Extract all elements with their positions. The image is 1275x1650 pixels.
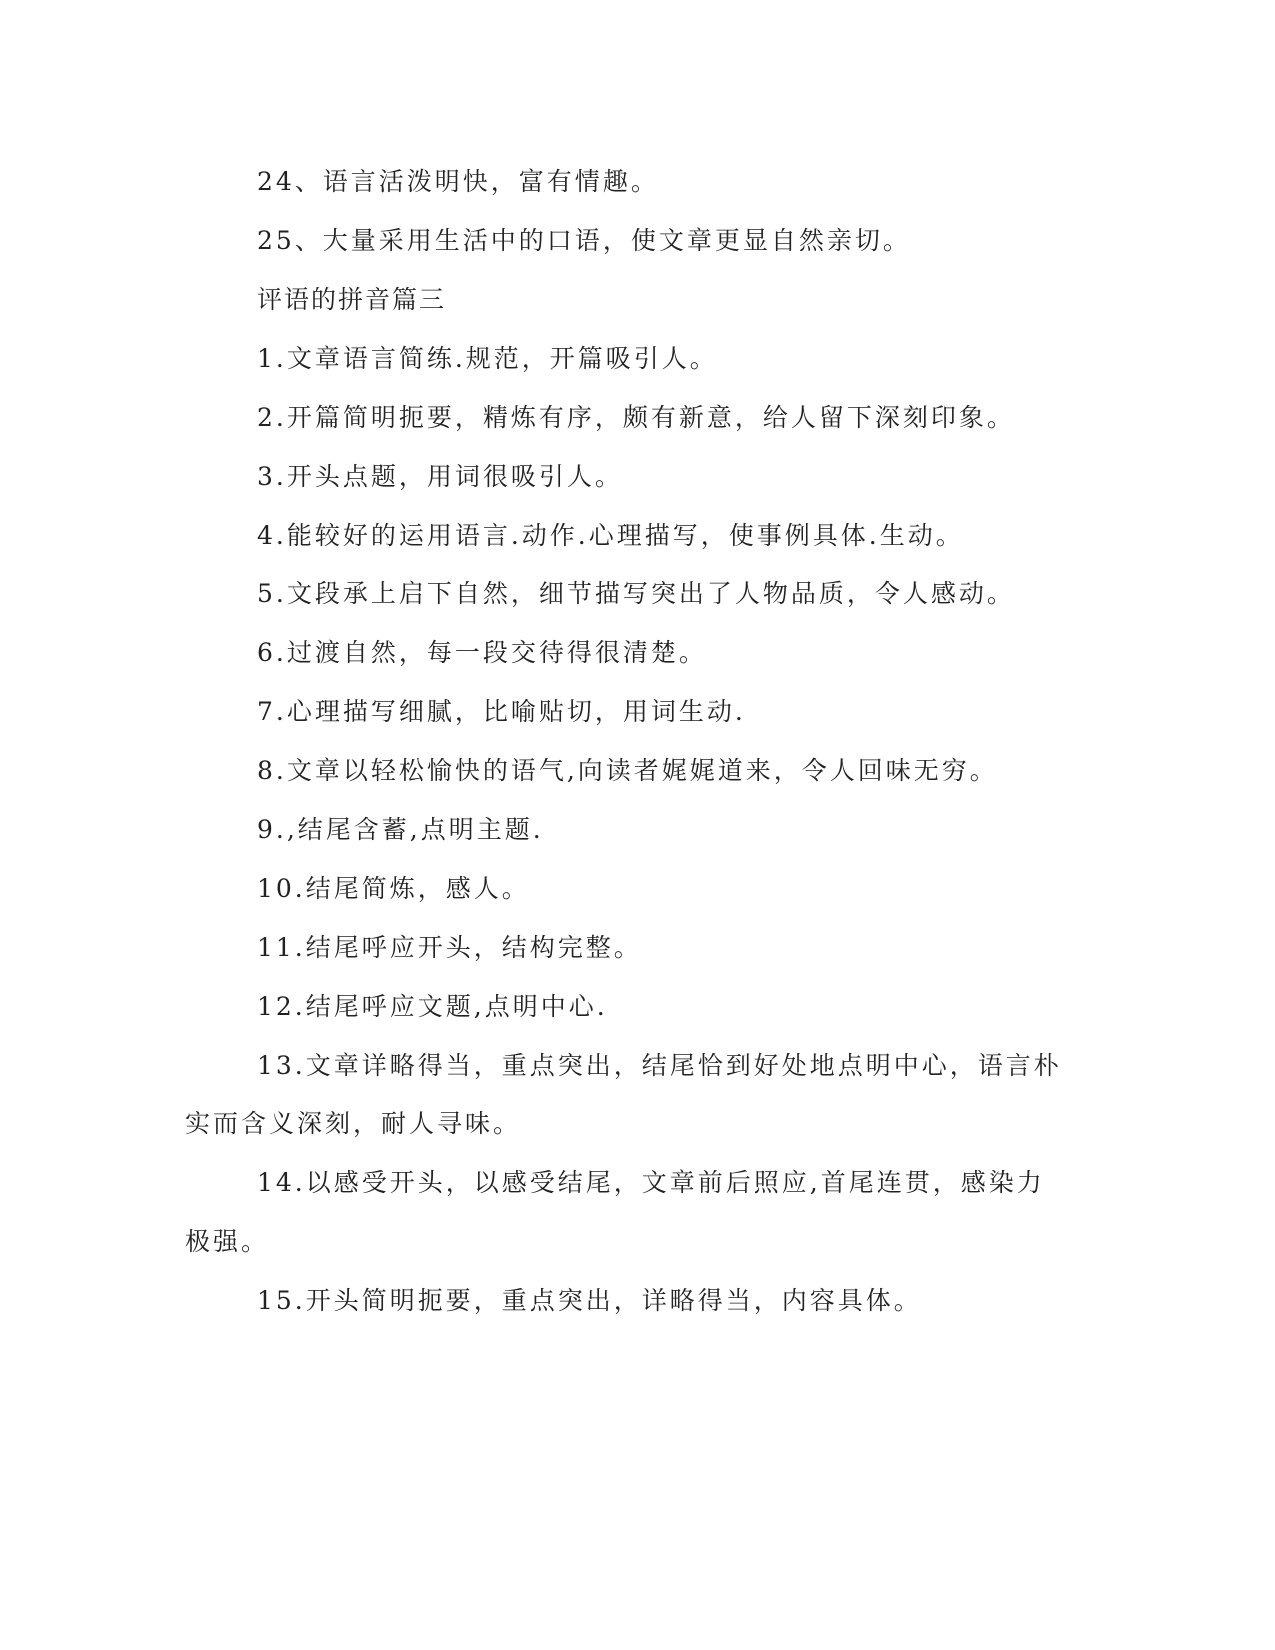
text-line: 4.能较好的运用语言.动作.心理描写，使事例具体.生动。 [257, 521, 964, 550]
text-line: 1.文章语言简练.规范，开篇吸引人。 [257, 344, 718, 373]
text-line: 25、大量采用生活中的口语，使文章更显自然亲切。 [257, 226, 911, 255]
text-line: 9.,结尾含蓄,点明主题. [257, 815, 544, 844]
text-line: 6.过渡自然，每一段交待得很清楚。 [257, 638, 707, 667]
text-line: 极强。 [185, 1227, 270, 1256]
text-line: 24、语言活泼明快，富有情趣。 [257, 167, 659, 196]
text-line: 14.以感受开头，以感受结尾，文章前后照应,首尾连贯，感染力 [257, 1168, 1045, 1197]
text-line: 3.开头点题，用词很吸引人。 [257, 462, 623, 491]
text-line: 10.结尾简炼，感人。 [257, 874, 530, 903]
text-line: 11.结尾呼应开头，结构完整。 [257, 933, 642, 962]
text-line: 实而含义深刻，耐人寻味。 [185, 1109, 522, 1138]
section-heading: 评语的拼音篇三 [257, 285, 447, 314]
text-line: 2.开篇简明扼要，精炼有序，颇有新意，给人留下深刻印象。 [257, 403, 1015, 432]
text-line: 12.结尾呼应文题,点明中心. [257, 992, 608, 1021]
text-line: 7.心理描写细腻，比喻贴切，用词生动. [257, 697, 746, 726]
text-line: 5.文段承上启下自然，细节描写突出了人物品质，令人感动。 [257, 579, 1015, 608]
text-line: 13.文章详略得当，重点突出，结尾恰到好处地点明中心，语言朴 [257, 1051, 1062, 1080]
text-line: 15.开头简明扼要，重点突出，详略得当，内容具体。 [257, 1286, 922, 1315]
text-line: 8.文章以轻松愉快的语气,向读者娓娓道来，令人回味无穷。 [257, 756, 998, 785]
